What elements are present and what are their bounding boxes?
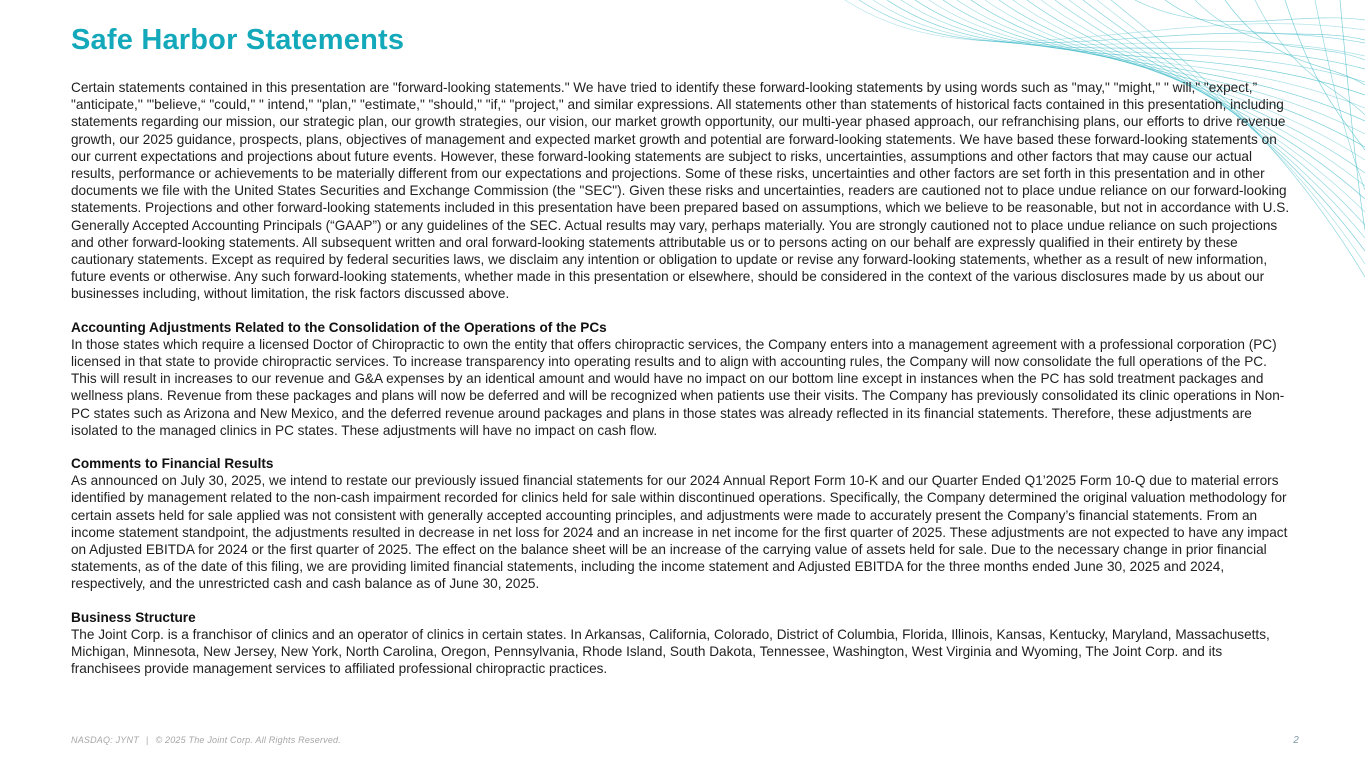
slide-title: Safe Harbor Statements	[71, 24, 405, 56]
section-heading-comments-financial-results: Comments to Financial Results	[71, 456, 274, 472]
footer-copyright: © 2025 The Joint Corp. All Rights Reserved.	[155, 735, 341, 745]
slide-footer	[71, 735, 1299, 746]
page-number: 2	[1293, 735, 1299, 746]
section-heading-accounting-adjustments: Accounting Adjustments Related to the Consolidation of the Operations of the PCs	[71, 319, 607, 335]
slide-body	[71, 79, 1295, 694]
safe-harbor-paragraph: Certain statements contained in this presentation are "forward-looking statements." We have tried to identify these forward-looking statements by using words such as "may," "might," " will," "expect,” "anticipate,'' "'believe,“ "could," " intend," "plan," "estimate," "should," "if,“ "project," and similar expressions. All statements other than statements of historical facts contained in this presentation, including statements regarding our mission, our strategic plan, our growth strategies, our vision, our market growth opportunity, our multi-year phased approach, our refranchising plans, our efforts to drive revenue growth, our 2025 guidance, prospects, plans, objectives of management and expected market growth and potential are forward-looking statements. We have based these forward-looking statements on our current expectations and projections about future events. However, these forward-looking statements are subject to risks, uncertainties, assumptions and other factors that may cause our actual results, performance or achievements to be materially different from our expectations and projections. Some of these risks, uncertainties and other factors are set forth in this presentation and in other documents we file with the United States Securities and Exchange Commission (the "SEC"). Given these risks and uncertainties, readers are cautioned not to place undue reliance on our forward-looking statements. Projections and other forward-looking statements included in this presentation have been prepared based on assumptions, which we believe to be reasonable, but not in accordance with U.S. Generally Accepted Accounting Principals (“GAAP”) or any guidelines of the SEC. Actual results may vary, perhaps materially. You are strongly cautioned not to place undue reliance on such projections and other forward-looking statements. All subsequent written and oral forward-looking statements attributable us or to persons acting on our behalf are expressly qualified in their entirety by these cautionary statements. Except as required by federal securities laws, we disclaim any intention or obligation to update or revise any forward-looking statements, whether as a result of new information, future events or otherwise. Any such forward-looking statements, whether made in this presentation or elsewhere, should be considered in the context of the various disclosures made by us about our businesses including, without limitation, the risk factors discussed above.	[71, 80, 1293, 302]
business-structure-paragraph: The Joint Corp. is a franchisor of clinics and an operator of clinics in certain states. In Arkansas, California, Colorado, District of Columbia, Florida, Illinois, Kansas, Kentucky, Maryland, Massachusetts, Michigan, Minnesota, New Jersey, New York, North Carolina, Oregon, Pennsylvania, Rhode Island, South Dakota, Tennessee, Washington, West Virginia and Wyoming, The Joint Corp. and its franchisees provide management services to affiliated professional chiropractic practices.	[71, 626, 1274, 677]
footer-separator: |	[145, 735, 149, 745]
section-heading-business-structure: Business Structure	[71, 609, 196, 625]
comments-financial-results-paragraph: As announced on July 30, 2025, we intend to restate our previously issued financial statements for our 2024 Annual Report Form 10-K and our Quarter Ended Q1’2025 Form 10-Q due to material errors identified by management related to the non-cash impairment recorded for clinics held for sale within discontinued operations. Specifically, the Company determined the original valuation methodology for certain assets held for sale applied was not consistent with generally accepted accounting principles, and adjustments were made to accurately present the Company’s financial statements. From an income statement standpoint, the adjustments resulted in decrease in net loss for 2024 and an increase in net income for the first quarter of 2025. These adjustments are not expected to have any impact on Adjusted EBITDA for 2024 or the first quarter of 2025. The effect on the balance sheet will be an increase of the carrying value of assets held for sale. Due to the necessary change in prior financial statements, as of the date of this filing, we are providing limited financial statements, including the income statement and Adjusted EBITDA for the three months ended June 30, 2025 and 2024, respectively, and the unrestricted cash and cash balance as of June 30, 2025.	[71, 473, 1292, 592]
footer-ticker: NASDAQ: JYNT	[71, 735, 139, 745]
accounting-adjustments-paragraph: In those states which require a licensed Doctor of Chiropractic to own the entity that offers chiropractic services, the Company enters into a management agreement with a professional corporation (PC) licensed in that state to provide chiropractic services. To increase transparency into operating results and to align with accounting rules, the Company will now consolidate the full operations of the PC. This will result in increases to our revenue and G&A expenses by an identical amount and would have no impact on our bottom line except in instances when the PC has sold treatment packages and wellness plans. Revenue from these packages and plans will now be deferred and will be recognized when patients use their visits. The Company has previously consolidated its clinic operations in Non-PC states such as Arizona and New Mexico, and the deferred revenue around packages and plans in those states was already reflected in its financial statements. Therefore, these adjustments are isolated to the managed clinics in PC states. These adjustments will have no impact on cash flow.	[71, 336, 1285, 438]
